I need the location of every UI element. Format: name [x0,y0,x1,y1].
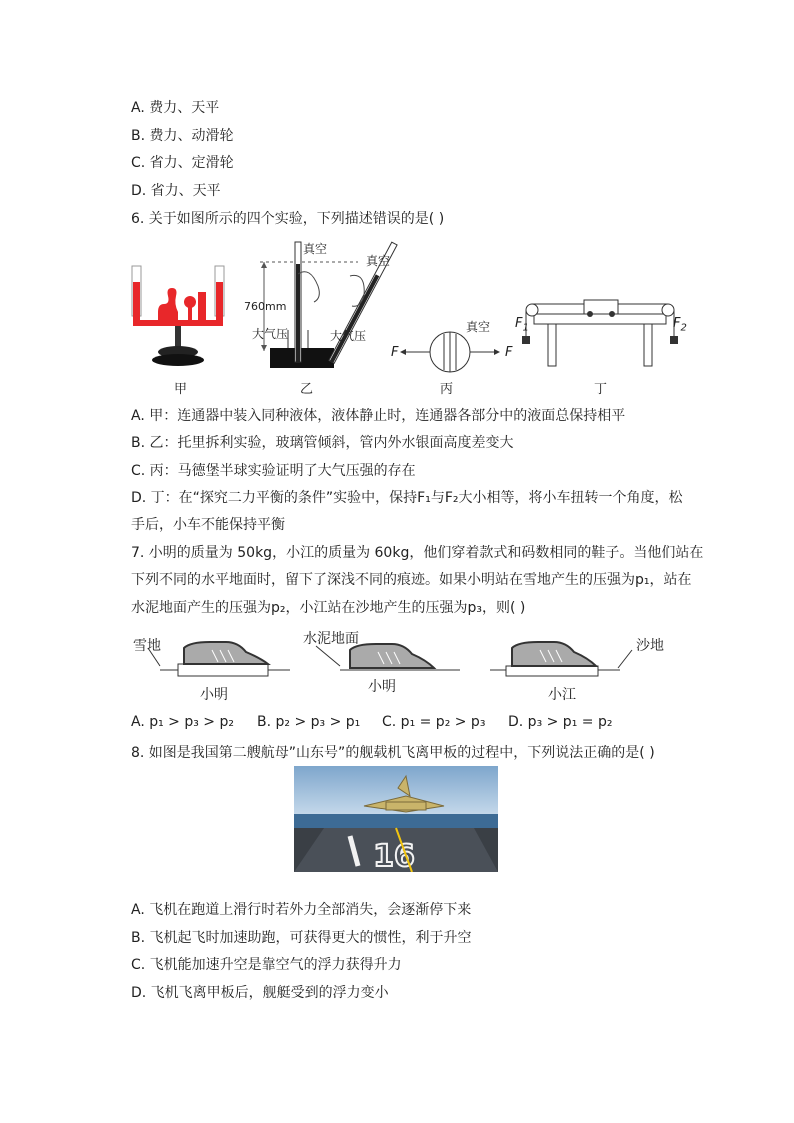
q5-option-c: C. 省力、定滑轮 [131,155,234,171]
fig-carrier-jet-photo [294,766,498,872]
q7-option-d: D. p₃ > p₁ = p₂ [508,714,613,730]
label-xiaoming-2: 小明 [368,679,396,695]
label-snow: 雪地 [133,638,161,654]
atm-label-2: 大气压 [330,329,367,343]
q8-option-a: A. 飞机在跑道上滑行时若外力全部消失，会逐渐停下来 [131,902,472,918]
caption-bing: 丙 [440,382,454,397]
vacuum-label-3: 真空 [466,320,491,334]
q7-stem-line-2: 下列不同的水平地面时，留下了深浅不同的痕迹。如果小明站在雪地产生的压强为p₁，站在 [131,572,692,588]
q5-option-d: D. 省力、天平 [131,183,221,199]
q5-option-a: A. 费力、天平 [131,100,220,116]
q6-stem: 6. 关于如图所示的四个实验，下列描述错误的是( ) [131,211,445,227]
q7-option-b: B. p₂ > p₃ > p₁ [257,714,361,730]
q5-option-b: B. 费力、动滑轮 [131,128,234,144]
q6-option-a: A. 甲：连通器中装入同种液体，液体静止时，连通器各部分中的液面总保持相平 [131,408,626,424]
force-f-right: F [505,345,513,360]
q8-option-c: C. 飞机能加速升空是靠空气的浮力获得升力 [131,957,402,973]
q7-stem-line-3: 水泥地面产生的压强为p₂，小江站在沙地产生的压强为p₃，则( ) [131,600,526,616]
force-f-left: F [391,345,399,360]
deck-number: 16 [373,839,415,872]
q6-option-d: D. 丁：在“探究二力平衡的条件”实验中，保持F₁与F₂大小相等，将小车扭转一个角度，松 [131,490,683,506]
fig-jia-communicating-vessel [128,262,228,370]
vacuum-label-1: 真空 [303,242,328,256]
caption-ding: 丁 [594,382,608,397]
caption-jia: 甲 [174,382,188,397]
force-f2-label: $F_2$ [673,316,687,334]
label-xiaojiang: 小江 [548,687,576,703]
caption-yi: 乙 [300,382,314,397]
label-sand: 沙地 [636,638,664,654]
q7-stem-line-1: 7. 小明的质量为 50kg，小江的质量为 60kg，他们穿着款式和码数相同的鞋子。当他们站在 [131,545,704,561]
label-xiaoming-1: 小明 [200,687,228,703]
q7-option-c: C. p₁ = p₂ > p₃ [382,714,486,730]
q8-stem: 8. 如图是我国第二艘航母”山东号”的舰载机飞离甲板的过程中，下列说法正确的是( ) [131,745,655,761]
label-760mm: 760mm [244,300,287,313]
fig-ding-force-balance [512,288,688,372]
q6-option-d-cont: 手后，小车不能保持平衡 [131,517,285,533]
label-cement: 水泥地面 [303,631,359,647]
q7-option-a: A. p₁ > p₃ > p₂ [131,714,234,730]
q6-option-b: B. 乙：托里拆利实验，玻璃管倾斜，管内外水银面高度差变大 [131,435,514,451]
vacuum-label-2: 真空 [366,254,391,268]
q6-option-c: C. 丙：马德堡半球实验证明了大气压强的存在 [131,463,416,479]
force-f1-label: $F_1$ [515,316,529,334]
q8-option-d: D. 飞机飞离甲板后，舰艇受到的浮力变小 [131,985,389,1001]
atm-label-1: 大气压 [252,327,289,341]
fig-bing-magdeburg [390,320,513,380]
q8-option-b: B. 飞机起飞时加速助跑，可获得更大的惯性，利于升空 [131,930,472,946]
